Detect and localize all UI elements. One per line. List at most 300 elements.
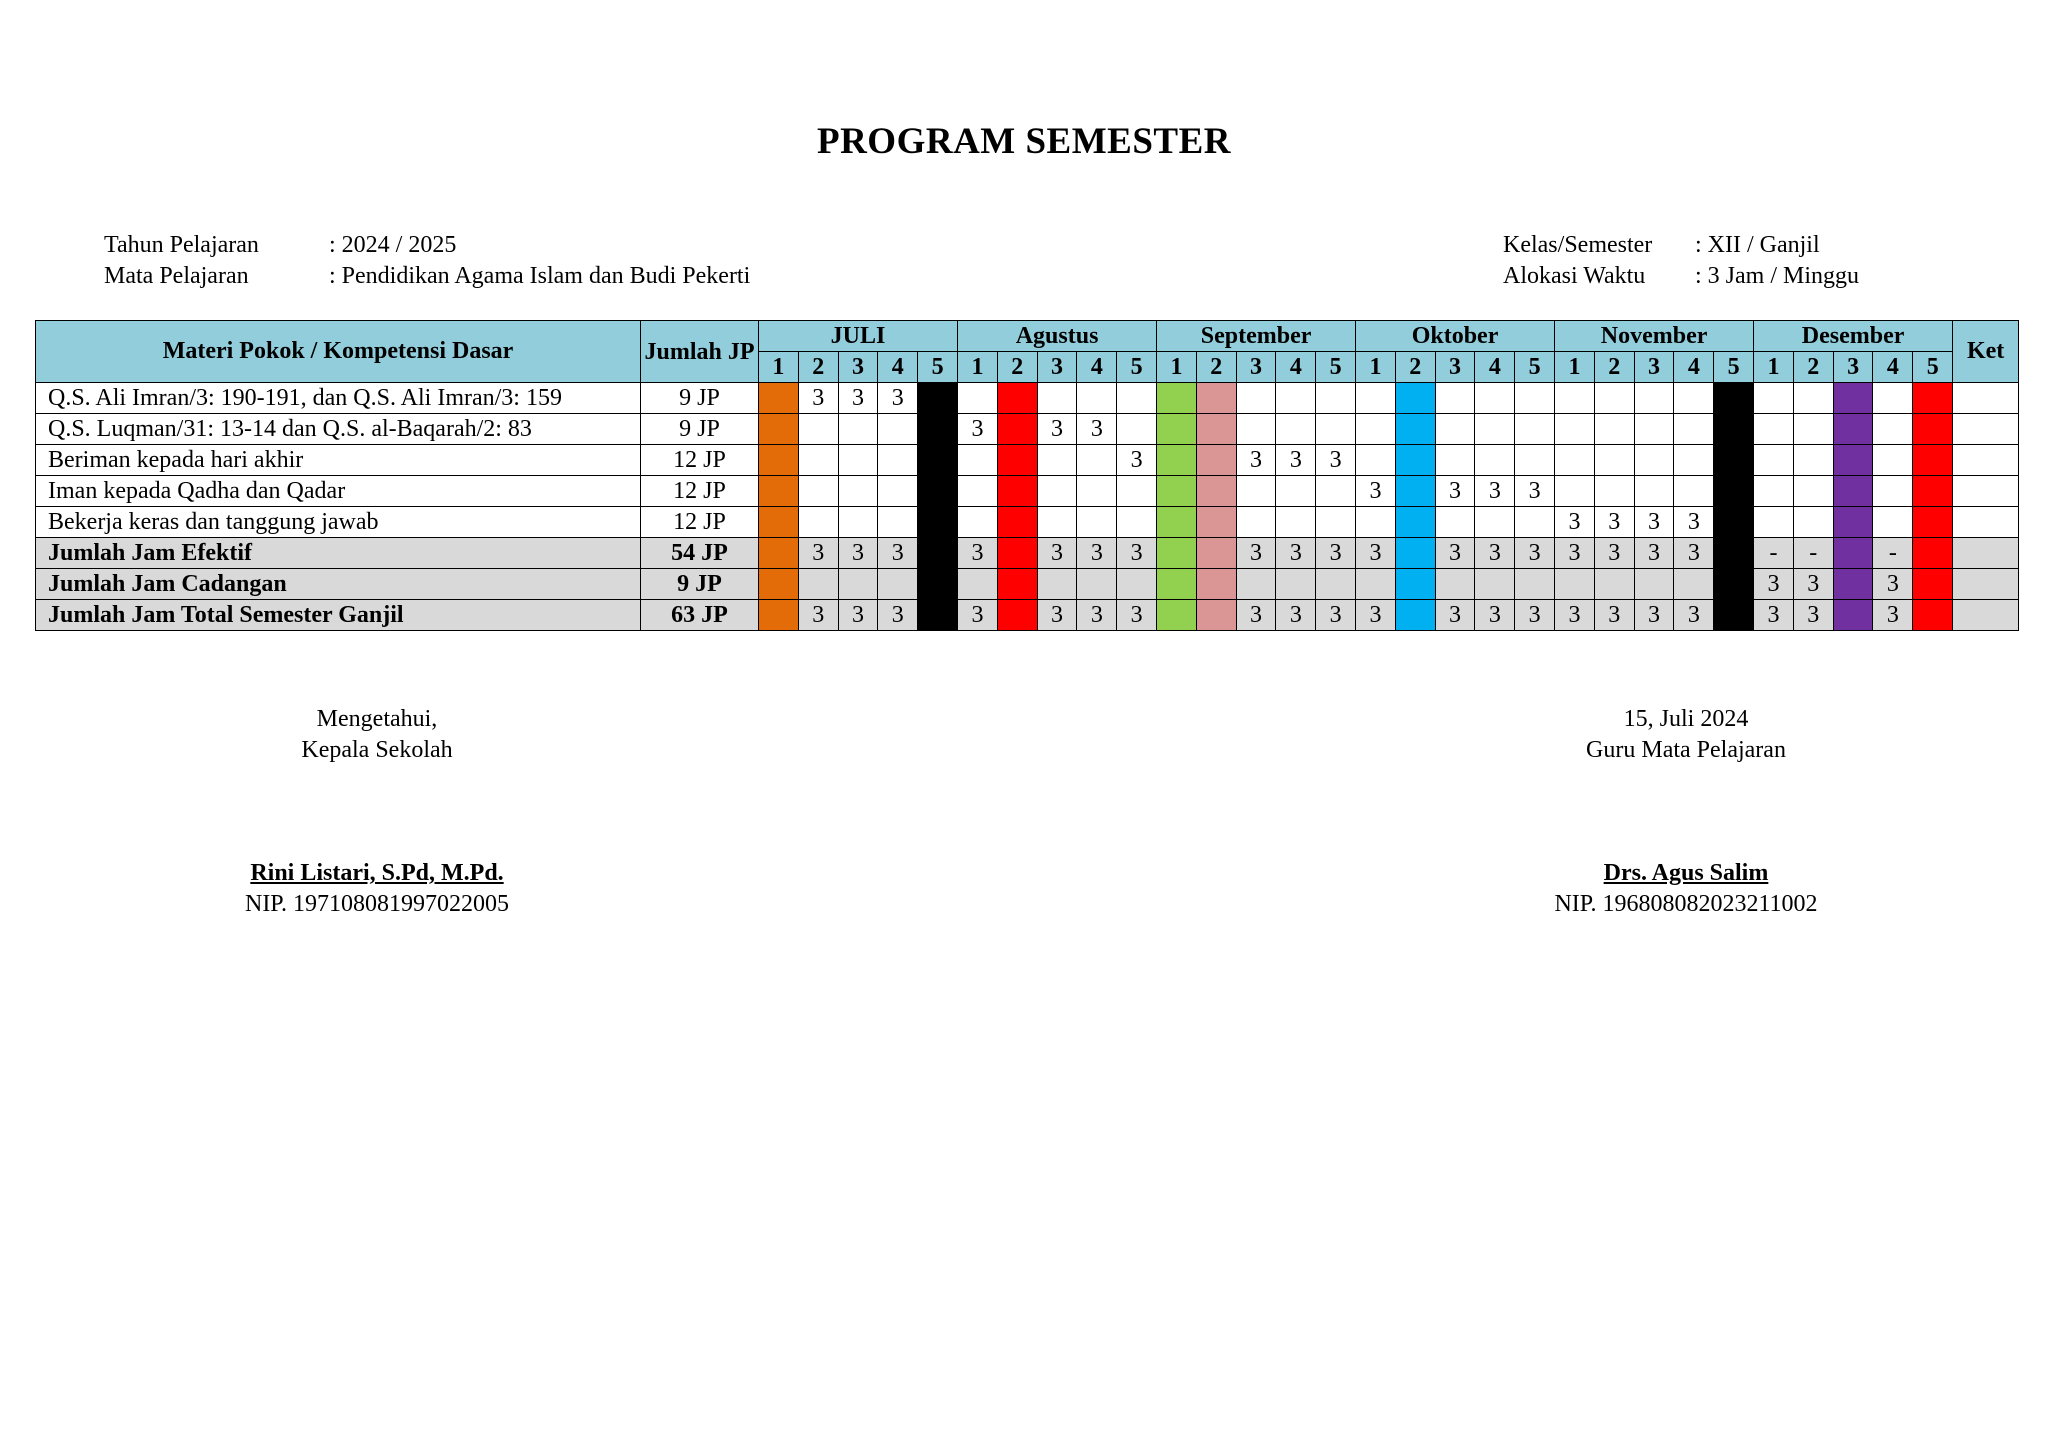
cell-week (1475, 414, 1515, 445)
signature-greeting: Mengetahui, (316, 706, 438, 732)
cell-week: 3 (1435, 538, 1475, 569)
cell-week (1236, 569, 1276, 600)
cell-week (1793, 476, 1833, 507)
header-month: Agustus (958, 321, 1157, 352)
cell-week (1356, 383, 1396, 414)
cell-ket (1953, 507, 2019, 538)
cell-week (1714, 414, 1754, 445)
cell-week (1435, 507, 1475, 538)
cell-week (1674, 569, 1714, 600)
cell-week: 3 (1117, 538, 1157, 569)
signature-role: Guru Mata Pelajaran (1586, 737, 1786, 763)
cell-week (1833, 414, 1873, 445)
cell-week: 3 (1634, 538, 1674, 569)
cell-week: 3 (838, 538, 878, 569)
cell-week (1196, 507, 1236, 538)
header-week: 1 (1754, 352, 1794, 383)
cell-week: 3 (878, 383, 918, 414)
cell-week (1793, 414, 1833, 445)
cell-week: 3 (798, 538, 838, 569)
cell-week (1395, 383, 1435, 414)
table-header-months (36, 321, 2019, 352)
cell-week (838, 507, 878, 538)
signature-date: 15, Juli 2024 (1623, 706, 1749, 732)
header-week: 4 (1475, 352, 1515, 383)
cell-week (1395, 538, 1435, 569)
summary-row (36, 538, 2019, 569)
cell-week (958, 569, 998, 600)
cell-topic: Jumlah Jam Total Semester Ganjil (36, 600, 641, 631)
cell-week (958, 476, 998, 507)
cell-week (1395, 414, 1435, 445)
summary-row (36, 600, 2019, 631)
cell-topic: Beriman kepada hari akhir (36, 445, 641, 476)
cell-week: 3 (1316, 538, 1356, 569)
cell-week (1674, 445, 1714, 476)
cell-week (1037, 445, 1077, 476)
cell-week (1873, 507, 1913, 538)
table-row (36, 414, 2019, 445)
cell-week: 3 (1594, 507, 1634, 538)
header-week: 3 (1236, 352, 1276, 383)
header-week: 2 (1395, 352, 1435, 383)
cell-week (1594, 383, 1634, 414)
cell-week (878, 414, 918, 445)
cell-week: 3 (1037, 538, 1077, 569)
header-week: 1 (958, 352, 998, 383)
cell-week: 3 (1356, 476, 1396, 507)
cell-week (918, 445, 958, 476)
cell-week (1913, 445, 1953, 476)
cell-week (878, 507, 918, 538)
cell-ket (1953, 538, 2019, 569)
cell-week (1793, 383, 1833, 414)
cell-week (958, 383, 998, 414)
cell-week (1634, 445, 1674, 476)
cell-jp: 9 JP (641, 569, 759, 600)
header-week: 2 (1594, 352, 1634, 383)
cell-week: 3 (878, 600, 918, 631)
header-week: 4 (1276, 352, 1316, 383)
cell-week: 3 (1594, 538, 1634, 569)
cell-week (997, 445, 1037, 476)
header-month: JULI (759, 321, 958, 352)
cell-week: 3 (1236, 600, 1276, 631)
cell-week (1674, 414, 1714, 445)
header-week: 5 (1913, 352, 1953, 383)
cell-week (1674, 476, 1714, 507)
semester-schedule-table (35, 320, 2019, 631)
cell-jp: 9 JP (641, 414, 759, 445)
cell-week (1316, 476, 1356, 507)
header-month: Desember (1754, 321, 1953, 352)
cell-week: 3 (1873, 569, 1913, 600)
cell-week (1276, 507, 1316, 538)
info-left (104, 230, 750, 292)
cell-week (997, 414, 1037, 445)
info-label: Tahun Pelajaran (104, 232, 259, 258)
cell-week (1515, 383, 1555, 414)
info-value: : 3 Jam / Minggu (1695, 263, 1860, 289)
cell-week (1475, 507, 1515, 538)
cell-week: 3 (1873, 600, 1913, 631)
cell-topic: Q.S. Ali Imran/3: 190-191, dan Q.S. Ali Imran/3: 159 (36, 383, 641, 414)
header-week: 2 (1196, 352, 1236, 383)
summary-row (36, 569, 2019, 600)
cell-week (1037, 569, 1077, 600)
cell-week (878, 569, 918, 600)
cell-week (1117, 414, 1157, 445)
cell-week: 3 (1316, 445, 1356, 476)
cell-week: 3 (1754, 569, 1794, 600)
cell-week (759, 600, 799, 631)
header-week: 3 (1435, 352, 1475, 383)
cell-week (1157, 600, 1197, 631)
cell-week (918, 383, 958, 414)
cell-week: 3 (1515, 476, 1555, 507)
cell-week: 3 (1674, 538, 1714, 569)
header-week: 1 (1555, 352, 1595, 383)
table-row (36, 476, 2019, 507)
cell-week (958, 507, 998, 538)
cell-week (1555, 383, 1595, 414)
cell-week (1276, 383, 1316, 414)
header-week: 3 (838, 352, 878, 383)
info-value: : XII / Ganjil (1695, 232, 1820, 258)
cell-week (838, 445, 878, 476)
cell-week (918, 507, 958, 538)
cell-week (1356, 507, 1396, 538)
cell-week (1395, 507, 1435, 538)
cell-week (1913, 414, 1953, 445)
cell-week (1157, 445, 1197, 476)
cell-week (1117, 476, 1157, 507)
info-academic-year (104, 230, 750, 261)
cell-week (1515, 507, 1555, 538)
cell-week: 3 (1475, 476, 1515, 507)
cell-ket (1953, 569, 2019, 600)
cell-week (1634, 476, 1674, 507)
cell-week: 3 (838, 383, 878, 414)
cell-week (1435, 445, 1475, 476)
cell-week (1515, 414, 1555, 445)
signature-nip: NIP. 196808082023211002 (1554, 891, 1818, 917)
cell-ket (1953, 476, 2019, 507)
cell-week: 3 (1077, 600, 1117, 631)
cell-week (1395, 476, 1435, 507)
cell-week (1077, 507, 1117, 538)
table-row (36, 507, 2019, 538)
cell-week (1475, 383, 1515, 414)
cell-week: 3 (1435, 600, 1475, 631)
cell-week (1873, 414, 1913, 445)
header-month: September (1157, 321, 1356, 352)
cell-week (1833, 445, 1873, 476)
cell-week: 3 (1117, 445, 1157, 476)
cell-week (1634, 383, 1674, 414)
cell-week (759, 445, 799, 476)
cell-jp: 63 JP (641, 600, 759, 631)
cell-week (1714, 600, 1754, 631)
cell-topic: Jumlah Jam Cadangan (36, 569, 641, 600)
cell-week (1913, 600, 1953, 631)
cell-week: - (1793, 538, 1833, 569)
cell-week (1316, 569, 1356, 600)
cell-week (1833, 569, 1873, 600)
cell-ket (1953, 600, 2019, 631)
cell-week (1475, 445, 1515, 476)
cell-week (838, 414, 878, 445)
cell-week (1674, 383, 1714, 414)
cell-week (1594, 445, 1634, 476)
table-row (36, 445, 2019, 476)
cell-week (1037, 507, 1077, 538)
cell-week: 3 (1754, 600, 1794, 631)
cell-week: 3 (958, 538, 998, 569)
cell-week (1555, 445, 1595, 476)
cell-week (1833, 383, 1873, 414)
cell-ket (1953, 445, 2019, 476)
cell-week (1356, 414, 1396, 445)
cell-week: 3 (1356, 600, 1396, 631)
cell-week (1196, 538, 1236, 569)
cell-week (878, 445, 918, 476)
header-week: 3 (1037, 352, 1077, 383)
cell-topic: Bekerja keras dan tanggung jawab (36, 507, 641, 538)
header-week: 1 (1356, 352, 1396, 383)
cell-week (1714, 538, 1754, 569)
cell-week (1873, 476, 1913, 507)
cell-week: 3 (1594, 600, 1634, 631)
cell-week (1196, 445, 1236, 476)
cell-week (1157, 476, 1197, 507)
cell-ket (1953, 414, 2019, 445)
cell-week (1594, 476, 1634, 507)
signature-name: Rini Listari, S.Pd, M.Pd. (250, 860, 504, 886)
cell-week: 3 (1475, 600, 1515, 631)
cell-week (1117, 507, 1157, 538)
signature-name: Drs. Agus Salim (1603, 860, 1769, 886)
cell-week: 3 (1555, 600, 1595, 631)
header-week: 3 (1634, 352, 1674, 383)
cell-week (1077, 383, 1117, 414)
cell-jp: 54 JP (641, 538, 759, 569)
cell-week (1913, 383, 1953, 414)
cell-week (1714, 569, 1754, 600)
cell-week (1833, 476, 1873, 507)
cell-week: 3 (1316, 600, 1356, 631)
cell-week (838, 569, 878, 600)
cell-week (759, 414, 799, 445)
cell-week (798, 507, 838, 538)
cell-week (997, 569, 1037, 600)
cell-week (1356, 569, 1396, 600)
cell-week: - (1873, 538, 1913, 569)
cell-week (1754, 476, 1794, 507)
cell-week (759, 569, 799, 600)
cell-week: 3 (1276, 538, 1316, 569)
cell-week (1714, 476, 1754, 507)
cell-week: 3 (1555, 538, 1595, 569)
cell-week (759, 476, 799, 507)
cell-week (1157, 507, 1197, 538)
cell-week (1395, 445, 1435, 476)
cell-week: 3 (1793, 600, 1833, 631)
cell-week (1236, 414, 1276, 445)
header-topic: Materi Pokok / Kompetensi Dasar (36, 321, 641, 383)
cell-week: 3 (958, 414, 998, 445)
header-week: 5 (1714, 352, 1754, 383)
cell-week (798, 476, 838, 507)
info-class-semester (1503, 230, 1859, 261)
cell-topic: Jumlah Jam Efektif (36, 538, 641, 569)
header-week: 4 (878, 352, 918, 383)
info-time-allocation (1503, 261, 1859, 292)
cell-week (1435, 383, 1475, 414)
header-week: 2 (1793, 352, 1833, 383)
header-week: 1 (759, 352, 799, 383)
cell-week: 3 (958, 600, 998, 631)
cell-week (1714, 383, 1754, 414)
header-ket: Ket (1953, 321, 2019, 383)
header-week: 5 (918, 352, 958, 383)
cell-week (1276, 414, 1316, 445)
cell-week: 3 (1475, 538, 1515, 569)
cell-week: 3 (1037, 414, 1077, 445)
signature-nip: NIP. 197108081997022005 (244, 891, 509, 917)
cell-week (997, 538, 1037, 569)
cell-week (918, 538, 958, 569)
cell-week (1316, 414, 1356, 445)
cell-week (1555, 414, 1595, 445)
info-right (1503, 230, 1859, 292)
cell-week (1077, 445, 1117, 476)
cell-week (1196, 383, 1236, 414)
cell-jp: 12 JP (641, 476, 759, 507)
cell-week: 3 (1236, 445, 1276, 476)
cell-week: 3 (1276, 600, 1316, 631)
cell-week (1236, 476, 1276, 507)
cell-week (1873, 445, 1913, 476)
cell-week (1077, 476, 1117, 507)
cell-week (1236, 383, 1276, 414)
cell-week (1555, 569, 1595, 600)
page-title: PROGRAM SEMESTER (816, 121, 1231, 162)
cell-week (798, 414, 838, 445)
cell-week (878, 476, 918, 507)
cell-week (1754, 445, 1794, 476)
cell-week (997, 383, 1037, 414)
cell-week (1913, 538, 1953, 569)
cell-week (1634, 569, 1674, 600)
table-row (36, 383, 2019, 414)
cell-week (1356, 445, 1396, 476)
cell-week (997, 476, 1037, 507)
cell-week (918, 569, 958, 600)
header-week: 3 (1833, 352, 1873, 383)
cell-week: 3 (798, 600, 838, 631)
cell-week: 3 (838, 600, 878, 631)
cell-week (1276, 569, 1316, 600)
cell-week (1316, 507, 1356, 538)
cell-week: 3 (1515, 600, 1555, 631)
cell-week (1594, 569, 1634, 600)
cell-week (1714, 445, 1754, 476)
cell-topic: Iman kepada Qadha dan Qadar (36, 476, 641, 507)
cell-week (918, 414, 958, 445)
cell-week (1873, 383, 1913, 414)
cell-week (1157, 383, 1197, 414)
header-week: 4 (1077, 352, 1117, 383)
info-subject (104, 261, 750, 292)
cell-week (1833, 600, 1873, 631)
cell-week (759, 383, 799, 414)
signature-principal (127, 704, 627, 920)
cell-week: 3 (1674, 507, 1714, 538)
cell-week (1157, 414, 1197, 445)
cell-week: 3 (1435, 476, 1475, 507)
cell-week (997, 600, 1037, 631)
cell-week: 3 (1077, 414, 1117, 445)
info-value: : 2024 / 2025 (329, 232, 457, 258)
cell-week (1754, 383, 1794, 414)
cell-week (1515, 569, 1555, 600)
cell-week: 3 (1356, 538, 1396, 569)
cell-week (1555, 476, 1595, 507)
cell-week (1196, 476, 1236, 507)
cell-week (1316, 383, 1356, 414)
header-week: 5 (1515, 352, 1555, 383)
cell-week (1634, 414, 1674, 445)
cell-week (1077, 569, 1117, 600)
cell-week (1913, 476, 1953, 507)
info-value: : Pendidikan Agama Islam dan Budi Pekerti (329, 263, 751, 289)
cell-week: 3 (878, 538, 918, 569)
cell-jp: 9 JP (641, 383, 759, 414)
cell-week (1714, 507, 1754, 538)
signature-teacher (1436, 704, 1936, 920)
cell-week (759, 507, 799, 538)
cell-week: 3 (1077, 538, 1117, 569)
cell-week: 3 (1037, 600, 1077, 631)
cell-week (1594, 414, 1634, 445)
header-month: Oktober (1356, 321, 1555, 352)
cell-week (1913, 569, 1953, 600)
cell-week (1395, 600, 1435, 631)
cell-week: 3 (1674, 600, 1714, 631)
cell-week (1793, 445, 1833, 476)
header-week: 2 (798, 352, 838, 383)
cell-week (1196, 414, 1236, 445)
cell-jp: 12 JP (641, 445, 759, 476)
cell-week: 3 (1276, 445, 1316, 476)
cell-week (838, 476, 878, 507)
cell-week (1117, 383, 1157, 414)
cell-week (1276, 476, 1316, 507)
cell-week (997, 507, 1037, 538)
cell-week: 3 (1634, 507, 1674, 538)
cell-week (1157, 538, 1197, 569)
cell-week (798, 445, 838, 476)
cell-week (1475, 569, 1515, 600)
cell-week (1236, 507, 1276, 538)
info-label: Alokasi Waktu (1503, 263, 1646, 289)
header-jp: Jumlah JP (641, 321, 759, 383)
cell-week: 3 (798, 383, 838, 414)
cell-week (1117, 569, 1157, 600)
cell-week: 3 (1515, 538, 1555, 569)
header-week: 1 (1157, 352, 1197, 383)
